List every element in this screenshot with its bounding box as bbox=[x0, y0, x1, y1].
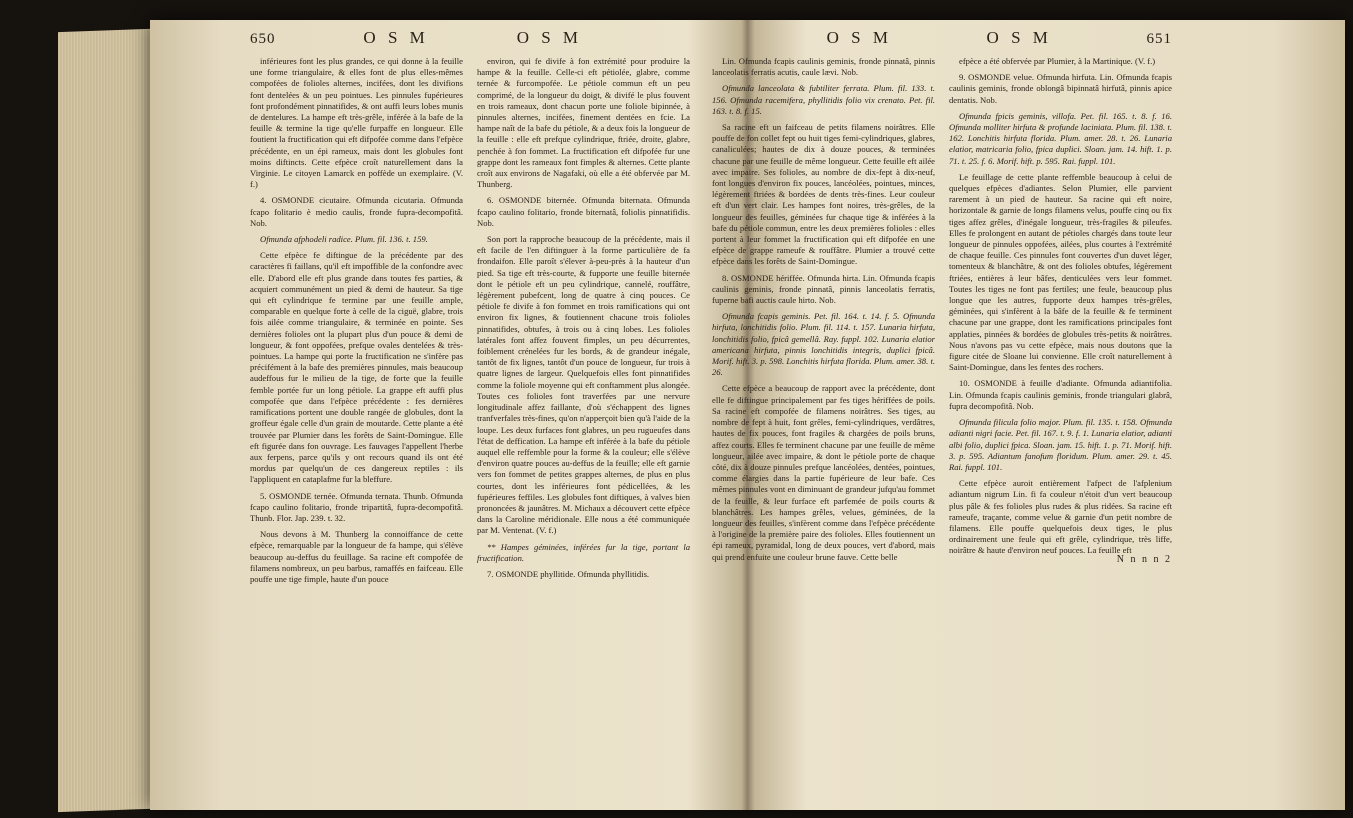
signature-mark: N n n n 2 bbox=[1116, 553, 1172, 565]
species-entry: 4. OSMONDE cicutaire. Ofmunda cicutaria. Ofmunda fcapo folitario è medio caulis, fronde fupra-decompofitâ. Nob. bbox=[250, 195, 463, 228]
paragraph: Le feuillage de cette plante reffemble beaucoup à celui de quelques efpèces d'adiantes. Selon Plumier, elle parvient rarement à un pied de hauteur. Sa racine qui eft noire, horizontale & garnie de longs filamens velus, pouffe cinq ou fix tiges affez grêles, d'inégale longueur, très-fragiles & pileufes. Elles fe prolongent en autant de pétioles chargés dans toute leur longueur de pinnules oppofées, ailées, plus courtes à l'extrémité de chaque feuille. Ces pinnules font couvertes d'un duvet léger, tomenteux & blanchâtre, & ont des folioles obtufes, légèrement ftriées, entières à leur bâfes, denticulées vers leur fommet. Toutes les tiges ne font pas fertiles; une feule, beaucoup plus longue que les autres, fupporte deux hampes très-grêles, géminées, qui s'infèrent à la bâfe de la feuille & fe terminent chacune par une grappe, dont les ramifications principales font applaties, pinnées & bordées de globules très-petits & noirâtres. Nous n'avons pas vu cette efpèce, mais nous doutons que la figure citée de Sloane lui convienne. Elle croît naturellement à Saint-Domingue, dans les fentes des rochers. bbox=[949, 171, 1172, 373]
section-heading: ** Hampes géminées, inférées fur la tige, portant la fructification. bbox=[477, 541, 690, 563]
right-page-number: 651 bbox=[1146, 31, 1172, 47]
right-page-header bbox=[712, 28, 1172, 48]
left-page bbox=[250, 28, 690, 788]
synonymy: Ofmunda lanceolata & fubtiliter ferrata. Plum. fil. 133. t. 156. Ofmunda racemifera, phyllitidis folio vix crenato. Pet. fil. 163. t. 8. f. 15. bbox=[712, 83, 935, 116]
species-entry: 5. OSMONDE ternée. Ofmunda ternata. Thunb. Ofmunda fcapo caulino folitario, fronde tripartitâ, fupra-decompofitâ. Thunb. Flor. Jap. 239. t. 32. bbox=[250, 490, 463, 523]
synonymy: Ofmunda fcapis geminis. Pet. fil. 164. t. 14. f. 5. Ofmunda hirfuta, lonchitidis folio. Plum. fil. 114. t. 157. Lunaria hirfuta, lonchitidis folio, fpicâ gemellâ. Ray. fuppl. 102. Lunaria elatior americana hirfuta, pinnis lonchitidis integris, duplici fpicâ. Morif. hift. 3. p. 598. Lonchitis hirfuta florida. Plum. amer. 38. t. 26. bbox=[712, 311, 935, 378]
left-running-head-1: O S M bbox=[363, 28, 429, 47]
species-entry: 9. OSMONDE velue. Ofmunda hirfuta. Lin. Ofmunda fcapis caulinis geminis, fronde oblongâ bipinnatâ hirfutâ, pinnis apice dentatis. Nob. bbox=[949, 72, 1172, 105]
paragraph: efpèce a été obfervée par Plumier, à la Martinique. (V. f.) bbox=[959, 56, 1156, 66]
left-page-number: 650 bbox=[250, 31, 276, 47]
synonymy: Ofmunda afphodeli radice. Plum. fil. 136. t. 159. bbox=[260, 234, 428, 245]
paragraph: Son port la rapproche beaucoup de la précédente, mais il eft facile de l'en diftinguer à la forme particulière de fa frondaifon. Elle paroît s'élever à-peu-près à la hauteur d'un pied. Sa tige eft très-courte, & fupporte une feuille biternée dont le pétiole eft un peu cylindrique, cannelé, rouffâtre, légèrement pubefcent, long de quatre à cinq pouces. Ce pétiole fe divife à fon fommet en trois ramifications qui ont environ fix lignes, & foutiennent chacune trois folioles pinnatifides, obtufes, à trois ou à cinq lobes. Les folioles latérales font affez fouvent fimples, un peu décurrentes, foiblement crénelées fur les bords, & de grandeur inégale, tantôt de fix lignes, tantôt d'un pouce de longueur, fur trois à quatre lignes de largeur. Quelquefois elles font pinnatifides comme la foliole moyenne qui eft conftamment plus alongée. Toutes ces folioles font traverfées par une nervure longitudinale affez faillante, d'où s'échappent des lignes tranfverfales très-fines, qu'on n'apperçoit bien qu'à l'aide de la loupe. Les deux furfaces font glabres, un peu rugueufes dans l'état de deffication. La hampe eft inférée à la bafe du pétiole auquel elle reffemble pour la forme & la couleur; elle s'élève d'environ quatre pouces au-deffus de la feuille; elle eft garnie vers fon fommet de petites grappes alternes, de plus en plus courtes, dont les inférieures font pédicellées, & les fupérieures feffiles. Les globules font diftiques, à valves bien prononcées & jaunâtres. M. Michaux a découvert cette efpèce dans la Caroline méridionale. Elle nous a été communiquée par M. Ventenat. (V. f.) bbox=[477, 234, 690, 536]
right-column-1 bbox=[712, 56, 935, 776]
paragraph: inférieures font les plus grandes, ce qui donne à la feuille une forme triangulaire, & elles font de plus elles-mêmes compofées de folioles alternes, incifées, dont les divifions font dentelées & un peu pointues. Les pinnules fupérieures font profondément pinnatifides, & ont auffi leurs lobes munis de dentelures. La hampe eft très-grêle, inférée à la bafe de la feuille & termine la tige qu'elle furpaffe en longueur. Elle foutient la fructification qui eft difpofée comme dans l'efpèce précédente, en un épi rameux, mais dont les globules font moins diftincts. Cette efpèce croît naturellement dans la Virginie. Le citoyen Lamarck en poffède un exemplaire. (V. f.) bbox=[250, 56, 463, 190]
right-running-head-2: O S M bbox=[986, 28, 1052, 47]
right-column-2 bbox=[949, 56, 1172, 776]
left-page-header bbox=[250, 28, 690, 48]
left-column-1 bbox=[250, 56, 463, 776]
species-entry: 10. OSMONDE à feuille d'adiante. Ofmunda adiantifolia. Lin. Ofmunda fcapis caulinis geminis, fronde triangulari glabrâ, fupra decompofitâ. Nob. bbox=[949, 378, 1172, 411]
paragraph: Nous devons à M. Thunberg la connoiffance de cette efpèce, remarquable par la longueur de fa hampe, qui s'élève beaucoup au-deffus du feuillage. Sa racine eft compofée de filamens nombreux, un peu barbus, ramaffés en faifceau. Elle pouffe une tige fimple, haute d'un pouce bbox=[250, 529, 463, 584]
right-running-head-1: O S M bbox=[826, 28, 892, 47]
synonymy: Ofmunda fpicis geminis, villofa. Pet. fil. 165. t. 8. f. 16. Ofmunda molliter hirfuta & profunde laciniata. Plum. fil. 138. t. 162. Lonchitis hirfuta florida. Plum. amer. 28. t. 26. Lunaria elatior, matricaria folio, fpica duplici. Sloan. jam. 14. hift. 1. p. 71. t. 25. f. 6. Morif. hift. p. 595. Rai. fuppl. 101. bbox=[949, 110, 1172, 166]
right-page bbox=[712, 28, 1172, 788]
paragraph: Cette efpèce fe diftingue de la précédente par des caractères fi faillans, qu'il eft impoffible de la confondre avec elle. D'abord elle eft plus grande dans toutes fes parties, & acquiert communément un pied & demi de hauteur. Sa tige qui eft cylindrique fe termine par une feuille ample, comparable en quelque forte à celle de la ciguë, glabre, trois fois ailée comme triangulaire, & terminée en pointe. Ses dernières folioles ont la plupart plus d'un pouce & demi de longueur, & font oppofées, prefque ovales dentelées & très-pointues. La hampe qui porte la fructification ne s'infère pas précifément à la bafe des premières pinnules, mais beaucoup audeffous fur le milieu de la tige, de forte que la feuille femble portée fur un long pétiole. La grappe eft auffi plus compofée que dans l'efpèce précédente : fes dernières ramifications portent une double rangée de globules, dont la groffeur égale celle d'un grain de moutarde. Cette plante a été trouvée par Plumier dans les forêts de Saint-Domingue. Elle eft figurée dans fon ouvrage. Les fauvages l'appellent l'herbe aux ferpens, parce qu'ils y ont recours quand ils ont été mordus par quelqu'un de ces dangereux reptiles : ils l'appliquent en cataplafme fur la bleffure. bbox=[250, 250, 463, 485]
paragraph: Cette efpèce auroit entièrement l'afpect de l'afplenium adiantum nigrum Lin. fi fa couleur n'étoit d'un vert beaucoup plus pâle & fes folioles plus rudes & plus ridées. Sa racine eft rameufe, traçante, comme velue & garnie d'un petit nombre de filamens. Elle pouffe quelquefois deux tiges, le plus ordinairement une feule qui eft grêle, cylindrique, très liffe, noirâtre & haute d'environ neuf pouces. La feuille eft bbox=[949, 478, 1172, 556]
species-entry: 8. OSMONDE hériffée. Ofmunda hirta. Lin. Ofmunda fcapis caulinis geminis, fronde pinnatâ, pinnis lanceolatis ferratis, fuperne bafi auctis caule hirto. Nob. bbox=[712, 272, 935, 306]
species-entry: Lin. Ofmunda fcapis caulinis geminis, fronde pinnatâ, pinnis lanceolatis ferratis acutis, caule lævi. Nob. bbox=[712, 56, 935, 78]
paragraph: Sa racine eft un faifceau de petits filamens noirâtres. Elle pouffe de fon collet fept ou huit tiges femi-cylindriques, glabres, canaliculées; hautes de dix à douze pouces, & terminées chacune par une feuille de même longueur. Cette feuille eft ailée avec impaire. Ses folioles, au nombre de dix-fept à dix-neuf, font longues d'environ fix pouces, lancéolées, pointues, minces, légèrement ftriées & bordées de dents très-fines. Leur couleur eft d'un vert clair. Les hampes font noires, très-grêles, de la longueur des feuilles, géminées fur chaque tige & inférées à la bafe du pétiole commun, entre les deux premières folioles : elles portent à leur fommet la fructification qui eft difpofée en une efpèce de grappe rameufe & rouffâtre. Plumier a trouvé cette efpèce dans les forêts de Saint-Domingue. bbox=[712, 122, 935, 267]
paragraph: Cette efpèce a beaucoup de rapport avec la précédente, dont elle fe diftingue principalement par fes tiges hériffées de poils. Sa racine eft compofée de filamens noirâtres. Ses tiges, au nombre de fept à huit, font grêles, femi-cylindriques, verdâtres, hautes de fix pouces, font fragiles & chargées de poils bruns, affez courts. Elles fe terminent chacune par une feuille de même longueur, ailée avec impaire, & dont le pétiole porte de chaque côté, dix à douze pinnules prefque lancéolées, dentées, pointues, comme élargies dans la partie fupérieure de leur bafe. Ces mêmes pinnules vont en diminuant de grandeur jufqu'au fommet de la feuille, & leur furface eft parfemée de poils courts & blanchâtres. Les hampes grêles, velues, géminées, de la longueur des feuilles, s'infèrent comme dans l'efpèce précédente à l'origine de la première paire des folioles. Elles foutiennent un épi rameux, pyramidal, long de deux pouces, vert d'abord, mais qui prend enfuite une couleur brune fauve. Cette belle bbox=[712, 383, 935, 562]
species-entry: 7. OSMONDE phyllitide. Ofmunda phyllitidis. bbox=[487, 568, 650, 579]
left-running-head-2: O S M bbox=[516, 28, 583, 47]
synonymy: Ofmunda filicula folio major. Plum. fil. 135. t. 158. Ofmunda adianti nigri facie. Pet. fil. 167. t. 9. f. 1. Lunaria elatior, adianti albi folio, duplici fpica. Sloan. jam. 15. hift. 1. p. 71. Morif. hift. 3. p. 595. Adiantum fanofum floridum. Plum. amer. 29. t. 45. Rai. fuppl. 101. bbox=[949, 417, 1172, 472]
left-column-2 bbox=[477, 56, 690, 776]
species-entry: 6. OSMONDE biternée. Ofmunda biternata. Ofmunda fcapo caulino folitario, fronde biternatâ, foliolis pinnatifidis. Nob. bbox=[477, 195, 690, 228]
paragraph: environ, qui fe divife à fon extrémité pour produire la hampe & la feuille. Celle-ci eft pétiolée, glabre, comme ternée & furcompofée. Le pétiole commun eft un peu comprimé, de la longueur du doigt, & divifé le plus fouvent en trois rameaux, dont chacun porte une foliole bipinnée, à pinnules alternes, incifées, finement dentées en fcie. La hampe naît de la bafe du pétiole, & a deux fois la longueur de la feuille : elle eft prefque cylindrique, ftriée, droite, glabre, penchée à fon fommet. La fructification eft difpofée fur une grappe dont les rameaux font fimples & alternes. Cette plante croît aux environs de Nagafaki, où elle a été obfervée par M. Thunberg. bbox=[477, 56, 690, 190]
